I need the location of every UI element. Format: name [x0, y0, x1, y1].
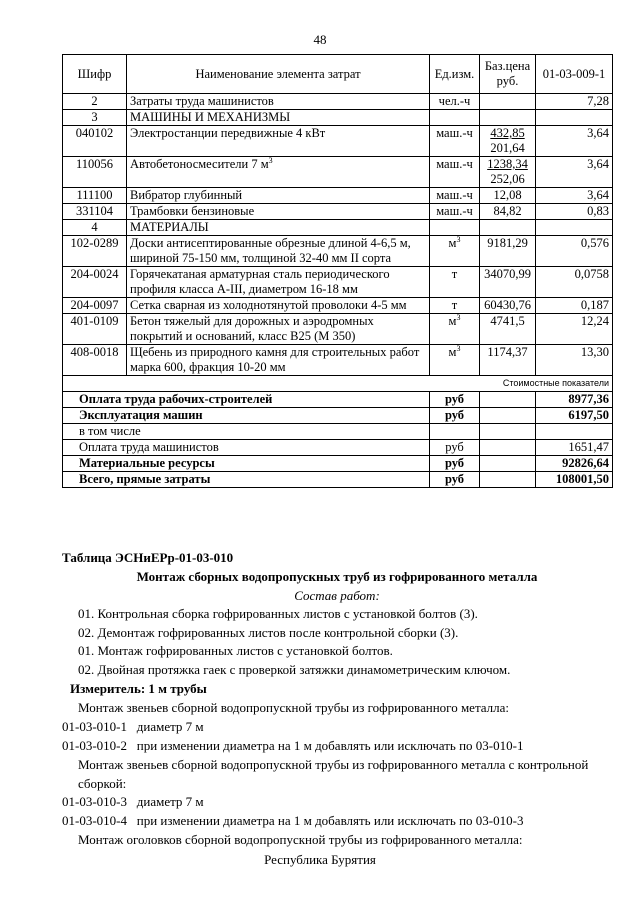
table-row [63, 94, 613, 110]
row-price: 60430,76 [480, 298, 536, 314]
row-unit: $м^3$ [430, 314, 480, 345]
total-name: Материальные ресурсы [63, 456, 430, 472]
total-empty [480, 472, 536, 488]
cost-header: Стоимостные показатели [63, 376, 613, 392]
row-unit: $м^3$ [430, 236, 480, 267]
section-heading: Монтаж сборных водопропускных труб из гофрированного металла [136, 569, 538, 584]
row-code: 204-0024 [63, 267, 127, 298]
table-row [63, 298, 613, 314]
row-code: 408-0018 [63, 345, 127, 376]
row-value: 7,28 [536, 94, 613, 110]
row-name: Щебень из природного камня для строительных работ марка 600, фракция 10-20 мм [127, 345, 430, 376]
row-unit: чел.-ч [430, 94, 480, 110]
total-empty [480, 392, 536, 408]
total-empty [480, 456, 536, 472]
total-name: Всего, прямые затраты [63, 472, 430, 488]
meter-label: Измеритель: 1 м трубы [70, 681, 207, 696]
header-norm: 01-03-009-1 [536, 55, 613, 94]
row-unit: т [430, 298, 480, 314]
total-value: 108001,50 [536, 472, 613, 488]
table-row [63, 204, 613, 220]
total-unit: руб [430, 440, 480, 456]
row-price: 1174,37 [480, 345, 536, 376]
total-row [63, 408, 613, 424]
row-code: 040102 [63, 126, 127, 157]
row-price: 9181,29 [480, 236, 536, 267]
row-name: Доски антисептированные обрезные длиной 4-6,5 м, шириной 75-150 мм, толщиной 32-40 мм II сорта [127, 236, 430, 267]
header-name: Наименование элемента затрат [127, 55, 430, 94]
row-unit: маш.-ч [430, 188, 480, 204]
row-price [480, 110, 536, 126]
row-code: 111100 [63, 188, 127, 204]
row-price: 34070,99 [480, 267, 536, 298]
row-name: Электростанции передвижные 4 кВт [127, 126, 430, 157]
row-price [480, 94, 536, 110]
row-value: 3,64 [536, 188, 613, 204]
total-unit: руб [430, 456, 480, 472]
row-name: Горячекатаная арматурная сталь периодического профиля класса А-III, диаметром 16-18 мм [127, 267, 430, 298]
total-unit: руб [430, 472, 480, 488]
header-code: Шифр [63, 55, 127, 94]
row-unit: маш.-ч [430, 126, 480, 157]
total-value: 1651,47 [536, 440, 613, 456]
total-name: в том числе [63, 424, 430, 440]
row-name: Вибратор глубинный [127, 188, 430, 204]
row-price: 84,82 [480, 204, 536, 220]
row-code: 204-0097 [63, 298, 127, 314]
total-value: 92826,64 [536, 456, 613, 472]
total-unit: руб [430, 408, 480, 424]
row-name: МАТЕРИАЛЫ [127, 220, 430, 236]
table-row [63, 188, 613, 204]
work-item: 01. Контрольная сборка гофрированных листов с установкой болтов (3). [78, 606, 478, 621]
header-unit: Ед.изм. [430, 55, 480, 94]
table-title: Таблица ЭСНиЕРр-01-03-010 [62, 550, 234, 565]
row-code: 102-0289 [63, 236, 127, 267]
row-value: 0,0758 [536, 267, 613, 298]
row-code: 401-0109 [63, 314, 127, 345]
row-value: 0,83 [536, 204, 613, 220]
row-value: 0,187 [536, 298, 613, 314]
norm-line: Монтаж оголовков сборной водопропускной трубы из гофрированного металла: [78, 832, 523, 847]
work-item: 01. Монтаж гофрированных листов с установкой болтов. [78, 643, 393, 658]
row-name: МАШИНЫ И МЕХАНИЗМЫ [127, 110, 430, 126]
table-row [63, 236, 613, 267]
norm-line: 01-03-010-3 диаметр 7 м [62, 794, 204, 809]
row-value: 13,30 [536, 345, 613, 376]
row-name: Сетка сварная из холоднотянутой проволоки 4-5 мм [127, 298, 430, 314]
row-unit: т [430, 267, 480, 298]
row-price: 4741,5 [480, 314, 536, 345]
composition-title: Состав работ: [294, 588, 380, 603]
total-empty [480, 424, 536, 440]
row-name: Автобетоносмесители 7 $м^3$ [127, 157, 430, 188]
table-row [63, 314, 613, 345]
row-unit: маш.-ч [430, 157, 480, 188]
total-name: Оплата труда машинистов [63, 440, 430, 456]
total-row [63, 424, 613, 440]
total-empty [480, 408, 536, 424]
total-row [63, 456, 613, 472]
work-item: 02. Двойная протяжка гаек с проверкой затяжки динамометрическим ключом. [78, 662, 511, 677]
row-value: 0,576 [536, 236, 613, 267]
row-price: 432,85 201,64 [480, 126, 536, 157]
table-header-row [63, 55, 613, 94]
row-name: Трамбовки бензиновые [127, 204, 430, 220]
section-row [63, 110, 613, 126]
total-value [536, 424, 613, 440]
cost-table [62, 54, 613, 488]
row-unit [430, 220, 480, 236]
total-value: 8977,36 [536, 392, 613, 408]
table-row [63, 345, 613, 376]
row-code: 110056 [63, 157, 127, 188]
total-name: Оплата труда рабочих-строителей [63, 392, 430, 408]
table-row [63, 157, 613, 188]
total-name: Эксплуатация машин [63, 408, 430, 424]
page-number: 48 [313, 32, 327, 47]
section-row [63, 220, 613, 236]
row-unit [430, 110, 480, 126]
row-code: 4 [63, 220, 127, 236]
table-row [63, 126, 613, 157]
norm-line: Монтаж звеньев сборной водопропускной трубы из гофрированного металла с контрольной сборкой: [78, 757, 589, 791]
row-price [480, 220, 536, 236]
total-row [63, 472, 613, 488]
total-empty [480, 440, 536, 456]
row-name: Бетон тяжелый для дорожных и аэродромных покрытий и оснований, класс В25 (М 350) [127, 314, 430, 345]
norm-line: 01-03-010-4 при изменении диаметра на 1 м добавлять или исключать по 03-010-3 [62, 813, 524, 828]
total-row [63, 392, 613, 408]
norm-line: 01-03-010-2 при изменении диаметра на 1 м добавлять или исключать по 03-010-1 [62, 738, 524, 753]
row-price: 1238,34 252,06 [480, 157, 536, 188]
total-row [63, 440, 613, 456]
norm-line: Монтаж звеньев сборной водопропускной трубы из гофрированного металла: [78, 700, 510, 715]
row-value [536, 110, 613, 126]
norm-line: 01-03-010-1 диаметр 7 м [62, 719, 204, 734]
row-unit: $м^3$ [430, 345, 480, 376]
total-value: 6197,50 [536, 408, 613, 424]
table-row [63, 267, 613, 298]
row-value: 3,64 [536, 126, 613, 157]
row-value: 12,24 [536, 314, 613, 345]
row-name: Затраты труда машинистов [127, 94, 430, 110]
total-unit: руб [430, 392, 480, 408]
row-code: 2 [63, 94, 127, 110]
row-value [536, 220, 613, 236]
work-item: 02. Демонтаж гофрированных листов после контрольной сборки (3). [78, 625, 459, 640]
row-price: 12,08 [480, 188, 536, 204]
header-base-price: Баз.цена руб. [480, 55, 536, 94]
cost-header-row [63, 376, 613, 392]
page-footer: Республика Бурятия [264, 852, 376, 867]
row-code: 3 [63, 110, 127, 126]
row-code: 331104 [63, 204, 127, 220]
total-unit [430, 424, 480, 440]
row-value: 3,64 [536, 157, 613, 188]
row-unit: маш.-ч [430, 204, 480, 220]
